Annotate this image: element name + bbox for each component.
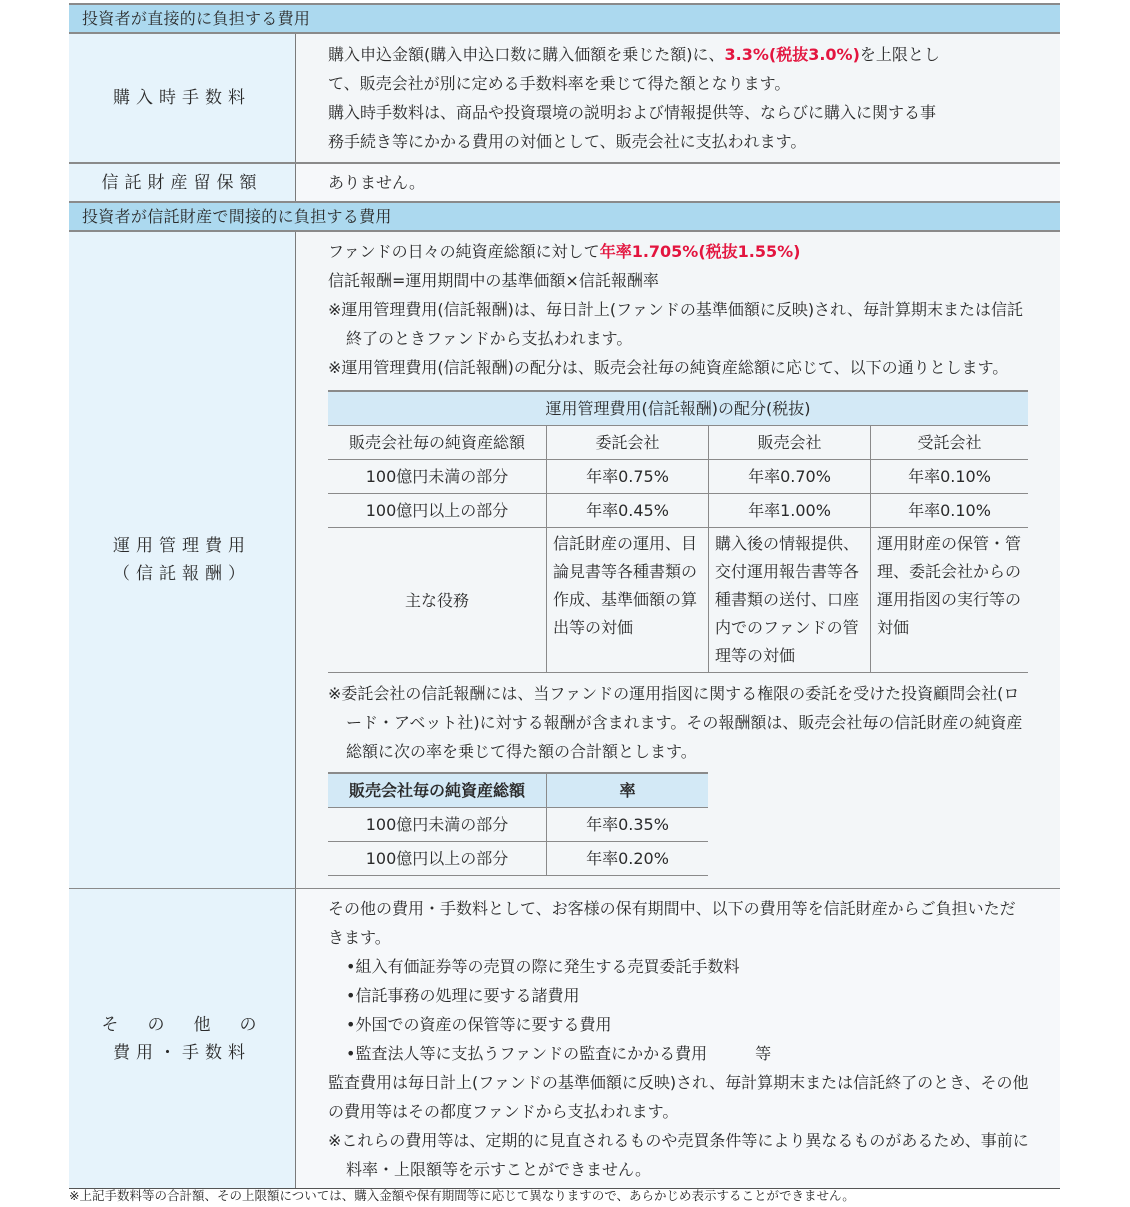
col-header: 販売会社毎の純資産総額 [328,426,547,460]
allocation-roles-row [328,528,1028,673]
roles-label: 主な役務 [328,528,547,673]
text: を上限とし [859,45,940,64]
other-fee-item: •組入有価証券等の売買の際に発生する売買委託手数料 [346,957,740,976]
col-header: 受託会社 [871,426,1029,460]
col-header: 委託会社 [547,426,709,460]
cell: 年率0.10% [871,494,1029,528]
allocation-row [328,460,1028,494]
other-fee-item: •外国での資産の保管等に要する費用 [346,1015,612,1034]
rate-row [328,808,708,842]
fee-note-1: ※運用管理費用(信託報酬)は、毎日計上(ファンドの基準価額に反映)され、毎計算期末または信託終了のときファンドから支払われます。 [328,300,1024,348]
allocation-table-title: 運用管理費用(信託報酬)の配分(税抜) [328,391,1028,426]
other-fees-caution: ※これらの費用等は、定期的に見直されるものや売買条件等により異なるものがあるため、事前に料率・上限額等を示すことができません。 [328,1131,1029,1179]
cell: 年率0.10% [871,460,1029,494]
cell: 年率0.70% [709,460,871,494]
col-header: 販売会社 [709,426,871,460]
text: ファンドの日々の純資産総額に対して [328,242,600,261]
other-fee-item: •信託事務の処理に要する諸費用 [346,986,580,1005]
cell: 100億円以上の部分 [328,842,547,876]
cell: 年率1.00% [709,494,871,528]
label-line: （信託報酬） [113,564,251,584]
label-retention: 信託財産留保額 [69,164,296,201]
section-header-direct: 投資者が直接的に負担する費用 [69,3,1060,34]
col-header: 販売会社毎の純資産総額 [328,773,547,808]
row-management-fee [69,232,1060,889]
label-line: そ の 他 の [101,1014,263,1035]
col-header: 率 [547,773,709,808]
section-header-indirect: 投資者が信託財産で間接的に負担する費用 [69,201,1060,232]
cell: 年率0.45% [547,494,709,528]
label-management-fee [69,232,296,888]
purchase-fee-max-rate: 3.3%(税抜3.0%) [724,45,860,64]
label-other-fees [69,889,296,1188]
row-other-fees [69,889,1060,1189]
allocation-row [328,494,1028,528]
value-purchase-fee [296,34,1060,162]
role-trustor: 信託財産の運用、目論見書等各種書類の作成、基準価額の算出等の対価 [547,528,709,673]
value-other-fees [296,889,1060,1188]
fee-table [69,3,1060,1189]
rate-row [328,842,708,876]
purchase-fee-line1 [328,40,1030,69]
cell: 100億円以上の部分 [328,494,547,528]
footnote: ※上記手数料等の合計額、その上限額については、購入金額や保有期間等に応じて異なりますので、あらかじめ表示することができません。 [69,1188,855,1203]
fee-note-3: ※委託会社の信託報酬には、当ファンドの運用指図に関する権限の委託を受けた投資顧問会社(ロード・アベット社)に対する報酬が含まれます。その報酬額は、販売会社毎の信託財産の純資産総額に次の率を乗じて得た額の合計額とします。 [328,684,1023,761]
purchase-fee-line2: て、販売会社が別に定める手数料率を乗じて得た額となります。 [328,74,791,93]
cell: 100億円未満の部分 [328,460,547,494]
value-retention: ありません。 [296,164,1060,201]
text: 購入申込金額(購入申込口数に購入価額を乗じた額)に、 [328,45,725,64]
cell: 年率0.20% [547,842,709,876]
cell: 年率0.35% [547,808,709,842]
cell: 年率0.75% [547,460,709,494]
other-fee-item: •監査法人等に支払うファンドの監査にかかる費用 等 [346,1044,772,1063]
label-line: 費用・手数料 [113,1042,251,1063]
other-fees-intro: その他の費用・手数料として、お客様の保有期間中、以下の費用等を信託財産からご負担いただきます。 [328,899,1016,947]
role-trustee: 運用財産の保管・管理、委託会社からの運用指図の実行等の対価 [871,528,1029,673]
fee-rate-line [328,237,1030,266]
fee-formula: 信託報酬=運用期間中の基準価額×信託報酬率 [328,271,659,290]
allocation-header-row [328,426,1028,460]
cell: 100億円未満の部分 [328,808,547,842]
label-line: 運用管理費用 [113,536,251,556]
annual-fee-rate: 年率1.705%(税抜1.55%) [599,242,801,261]
audit-fee-note: 監査費用は毎日計上(ファンドの基準価額に反映)され、毎計算期末または信託終了のとき、その他の費用等はその都度ファンドから支払われます。 [328,1073,1029,1121]
allocation-table [328,390,1028,673]
row-purchase-fee [69,34,1060,164]
sub-advisor-rate-table [328,772,708,876]
fee-note-2: ※運用管理費用(信託報酬)の配分は、販売会社毎の純資産総額に応じて、以下の通りとします。 [328,358,1009,377]
role-distributor: 購入後の情報提供、交付運用報告書等各種書類の送付、口座内でのファンドの管理等の対価 [709,528,871,673]
value-management-fee [296,232,1060,888]
purchase-fee-line3: 購入時手数料は、商品や投資環境の説明および情報提供等、ならびに購入に関する事 [328,103,937,122]
row-retention [69,164,1060,201]
label-purchase-fee: 購入時手数料 [69,34,296,162]
purchase-fee-line4: 務手続き等にかかる費用の対価として、販売会社に支払われます。 [328,132,807,151]
